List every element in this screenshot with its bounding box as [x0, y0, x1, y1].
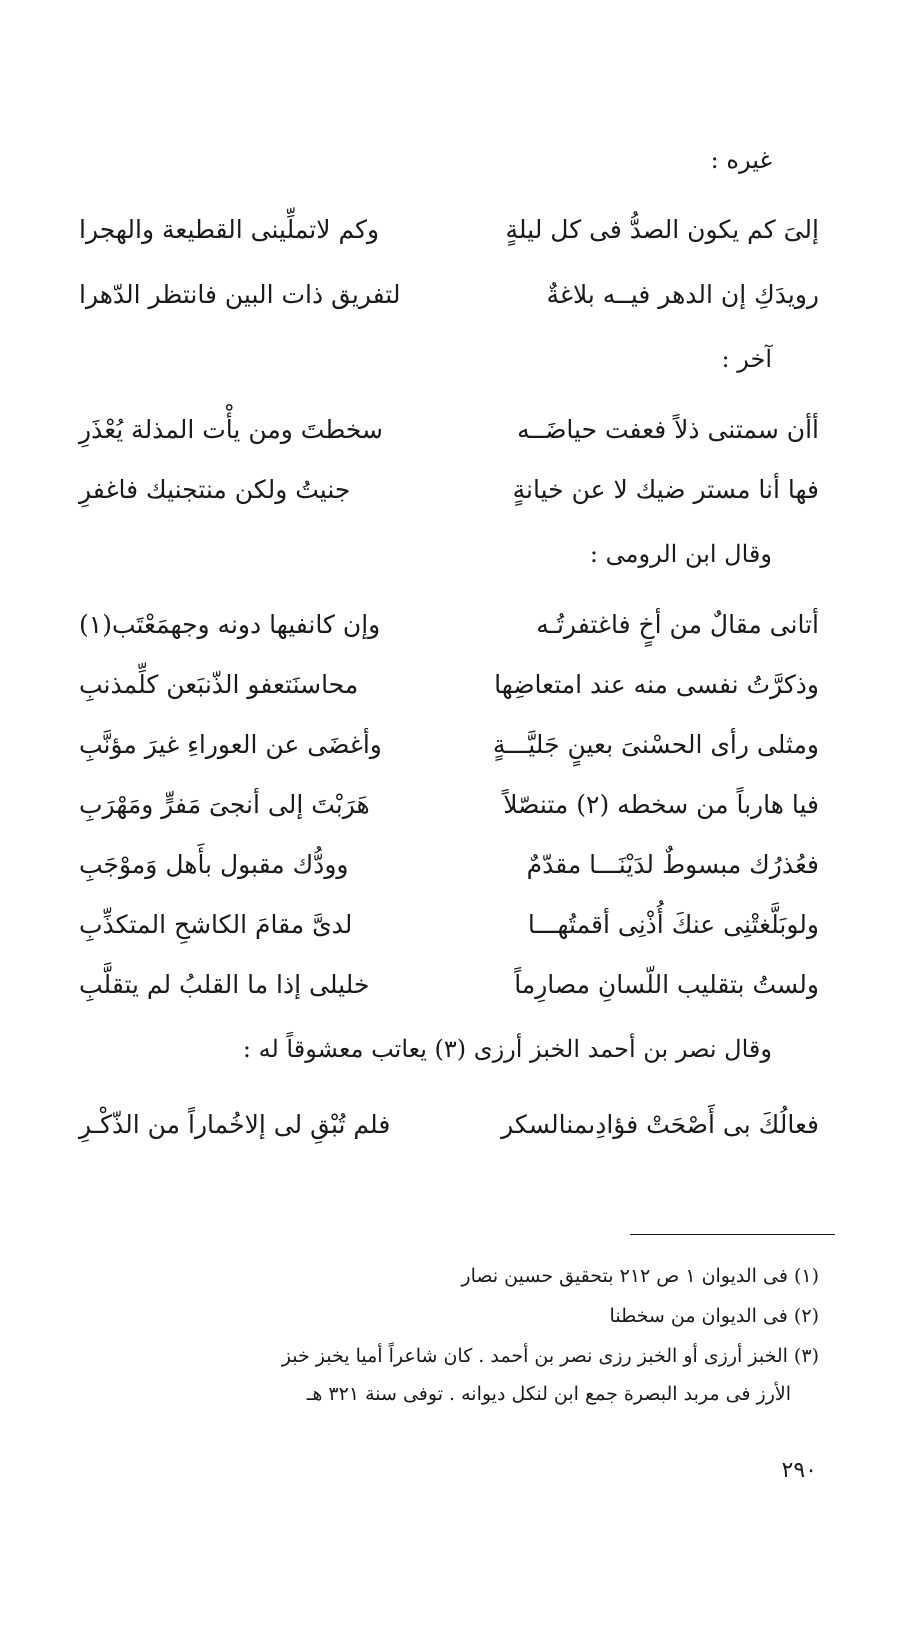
verse-line — [79, 215, 819, 259]
footnote-2: (٢) فى الديوان من سخطنا — [609, 1305, 819, 1327]
verse-second-hemistich: وكم لاتملِّينى القطيعة والهجرا — [79, 215, 380, 244]
verse-second-hemistich: وإن كانفيها دونه وجهمَعْتَب(١) — [79, 610, 381, 639]
footnote-3: (٣) الخبز أرزى أو الخبز رزى نصر بن أحمد . كان شاعراً أميا يخبز خبز — [281, 1345, 819, 1367]
verse-second-hemistich: وأغضَى عن العوراءِ غيرَ مؤنَّبِ — [79, 730, 382, 759]
verse-second-hemistich: لدىَّ مقامَ الكاشحِ المتكذِّبِ — [79, 910, 353, 939]
verse-first-hemistich: ولوبَلَّغتْنِى عنكَ أُذْنِى أقمتُهـــا — [527, 910, 819, 939]
verse-first-hemistich: وذكرَّتُ نفسى منه عند امتعاضِها — [494, 670, 819, 699]
verse-first-hemistich: فيا هارباً من سخطه (٢) متنصّلاً — [503, 790, 819, 819]
heading-ghayruhu: غيره : — [710, 146, 772, 174]
verse-line — [79, 790, 819, 834]
verse-first-hemistich: ولستُ بتقليب اللّسانِ مصارِماً — [514, 970, 819, 999]
verse-line — [79, 280, 819, 324]
verse-second-hemistich: هَرَبْتَ إلى أنجىَ مَفرٍّ ومَهْرَبِ — [79, 790, 370, 819]
footnote-1: (١) فى الديوان ١ ص ٢١٢ بتحقيق حسين نصار — [461, 1265, 819, 1287]
verse-second-hemistich: محاسنَتعفو الذّنبَعن كلِّمذنبِ — [79, 670, 359, 699]
verse-second-hemistich: لتفريق ذات البين فانتظر الدّهرا — [79, 280, 401, 309]
verse-second-hemistich: جنيتُ ولكن منتجنيك فاغفرِ — [79, 475, 351, 504]
footnote-3-continuation: الأرز فى مربد البصرة جمع ابن لنكل ديوانه . توفى سنة ٣٢١ هـ — [306, 1383, 791, 1405]
heading-ibn-rumi: وقال ابن الرومى : — [589, 540, 772, 568]
verse-line — [79, 610, 819, 654]
verse-line — [79, 970, 819, 1014]
verse-line — [79, 730, 819, 774]
verse-line — [79, 1110, 819, 1154]
verse-first-hemistich: فها أنا مستر ضيك لا عن خيانةٍ — [512, 475, 819, 504]
verse-line — [79, 415, 819, 459]
verse-second-hemistich: فلم تُبْقِ لى إلاخُماراً من الذّكْـرِ — [79, 1110, 391, 1139]
verse-first-hemistich: إلىَ كم يكون الصدُّ فى كل ليلةٍ — [505, 215, 819, 244]
verse-line — [79, 850, 819, 894]
verse-line — [79, 910, 819, 954]
verse-first-hemistich: أتانى مقالٌ من أخٍ فاغتفرتُـه — [536, 610, 819, 639]
verse-second-hemistich: خليلى إذا ما القلبُ لم يتقلَّبِ — [79, 970, 370, 999]
verse-second-hemistich: سخطتَ ومن يأْت المذلة يُعْذَرِ — [79, 415, 383, 444]
verse-first-hemistich: ومثلى رأى الحسْنىَ بعينٍ جَليَّـــةٍ — [492, 730, 819, 759]
verse-first-hemistich: رويدَكِ إن الدهر فيــه بلاغةٌ — [546, 280, 819, 309]
verse-line — [79, 670, 819, 714]
verse-second-hemistich: وودُّك مقبول بأَهل وَموْجَبِ — [79, 850, 349, 879]
verse-first-hemistich: أأن سمتنى ذلاً فعفت حياضَــه — [517, 415, 819, 444]
verse-first-hemistich: فعالُكَ بى أَصْحَتْ فؤادِىمنالسكر — [501, 1110, 819, 1139]
footnote-divider — [630, 1234, 835, 1235]
verse-first-hemistich: فعُذرُك مبسوطٌ لدَيْنَـــا مقدّمٌ — [526, 850, 819, 879]
verse-line — [79, 475, 819, 519]
poem-intro: وقال نصر بن أحمد الخبز أرزى (٣) يعاتب معشوقاً له : — [242, 1035, 772, 1063]
heading-akhar: آخر : — [721, 345, 772, 373]
page-number: ٢٩٠ — [781, 1458, 817, 1483]
